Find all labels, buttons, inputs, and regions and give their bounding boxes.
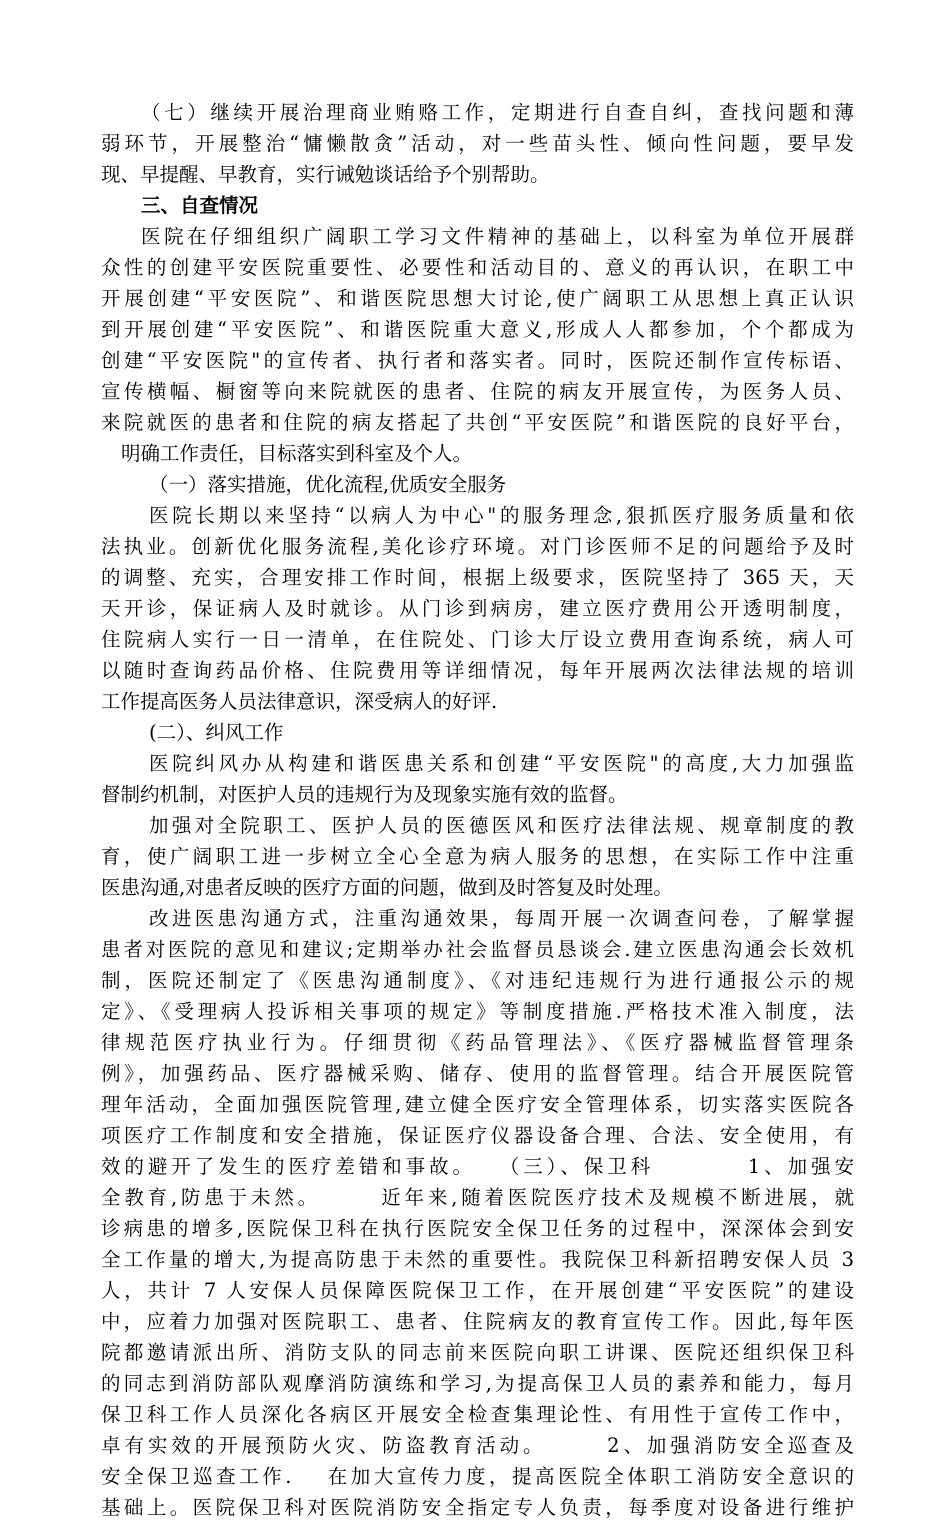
- paragraph-line: 加强对全院职工、医护人员的医德医风和医疗法律法规、规章制度的教: [149, 814, 854, 837]
- subsection-heading: (二）、纠风工作: [149, 721, 284, 744]
- paragraph-line: 人，共计 7 人安保人员保障医院保卫工作，在开展创建“平安医院”的建设: [101, 1279, 854, 1302]
- paragraph-line: 来院就医的患者和住院的病友搭起了共创“平安医院”和谐医院的良好平台，: [101, 411, 854, 434]
- section-heading: 三、自查情况: [141, 194, 259, 217]
- subsection-heading: （一）落实措施，优化流程,优质安全服务: [149, 473, 507, 496]
- paragraph-line: 住院病人实行一日一清单，在住院处、门诊大厅设立费用查询系统，病人可: [101, 628, 854, 651]
- paragraph-line: 督制约机制，对医护人员的违规行为及现象实施有效的监督。: [101, 783, 628, 806]
- paragraph-line: 医院纠风办从构建和谐医患关系和创建“平安医院"的高度,大力加强监: [149, 752, 854, 775]
- paragraph-line: 卓有实效的开展预防火灾、防盗教育活动。 2、加强消防安全巡查及: [101, 1434, 854, 1457]
- paragraph-line: 育，使广阔职工进一步树立全心全意为病人服务的思想，在实际工作中注重: [101, 845, 854, 868]
- paragraph-line: 法执业。创新优化服务流程,美化诊疗环境。对门诊医师不足的问题给予及时: [101, 535, 854, 558]
- paragraph-line: 基础上。医院保卫科对医院消防安全指定专人负责，每季度对设备进行维护: [101, 1496, 854, 1519]
- paragraph-line: 医院长期以来坚持“以病人为中心"的服务理念,狠抓医疗服务质量和依: [149, 504, 854, 527]
- paragraph-line: 医患沟通,对患者反映的医疗方面的问题，做到及时答复及时处理。: [101, 876, 673, 899]
- paragraph-line: 全工作量的增大,为提高防患于未然的重要性。我院保卫科新招聘安保人员 3: [101, 1248, 854, 1271]
- paragraph-line: 院都邀请派出所、消防支队的同志前来医院向职工讲课、医院还组织保卫科: [101, 1341, 854, 1364]
- paragraph-line: 项医疗工作制度和安全措施，保证医疗仪器设备合理、合法、安全使用，有: [101, 1124, 854, 1147]
- paragraph-line: 的同志到消防部队观摩消防演练和学习,为提高保卫人员的素养和能力，每月: [101, 1372, 854, 1395]
- paragraph-line: 效的避开了发生的医疗差错和事故。 （三）、保卫科 1、加强安: [101, 1155, 854, 1178]
- paragraph-line: 保卫科工作人员深化各病区开展安全检查集理论性、有用性于宣传工作中，: [101, 1403, 854, 1426]
- paragraph-line: 患者对医院的意见和建议;定期举办社会监督员恳谈会.建立医患沟通会长效机: [101, 938, 854, 961]
- document-body: [101, 97, 854, 1523]
- paragraph-line: 医院在仔细组织广阔职工学习文件精神的基础上，以科室为单位开展群: [141, 225, 854, 248]
- paragraph-line: 制，医院还制定了《医患沟通制度》、《对违纪违规行为进行通报公示的规: [101, 969, 854, 992]
- paragraph-line: 律规范医疗执业行为。仔细贯彻《药品管理法》、《医疗器械监督管理条: [101, 1031, 854, 1054]
- paragraph-line: （七）继续开展治理商业贿赂工作，定期进行自查自纠，查找问题和薄: [141, 101, 854, 124]
- paragraph-line: 理年活动，全面加强医院管理,建立健全医疗安全管理体系，切实落实医院各: [101, 1093, 854, 1116]
- paragraph-line: 明确工作责任，目标落实到科室及个人。: [121, 442, 473, 465]
- paragraph-line: 宣传横幅、橱窗等向来院就医的患者、住院的病友开展宣传，为医务人员、: [101, 380, 854, 403]
- paragraph-line: 定》、《受理病人投诉相关事项的规定》等制度措施.严格技术准入制度，法: [101, 1000, 854, 1023]
- paragraph-line: 众性的创建平安医院重要性、必要性和活动目的、意义的再认识，在职工中: [101, 256, 854, 279]
- paragraph-line: 到开展创建“平安医院”、和谐医院重大意义,形成人人都参加，个个都成为: [101, 318, 854, 341]
- paragraph-line: 全教育,防患于未然。 近年来,随着医院医疗技术及规模不断进展，就: [101, 1186, 854, 1209]
- paragraph-line: 工作提高医务人员法律意识，深受病人的好评.: [101, 690, 498, 713]
- paragraph-line: 创建“平安医院"的宣传者、执行者和落实者。同时，医院还制作宣传标语、: [101, 349, 854, 372]
- paragraph-line: 以随时查询药品价格、住院费用等详细情况，每年开展两次法律法规的培训: [101, 659, 854, 682]
- paragraph-line: 弱环节，开展整治“慵懒散贪”活动，对一些苗头性、倾向性问题，要早发: [101, 132, 854, 155]
- paragraph-line: 天开诊，保证病人及时就诊。从门诊到病房，建立医疗费用公开透明制度，: [101, 597, 854, 620]
- paragraph-line: 的调整、充实，合理安排工作时间，根据上级要求，医院坚持了 365 天，天: [101, 566, 854, 589]
- paragraph-line: 中，应着力加强对医院职工、患者、住院病友的教育宣传工作。因此,每年医: [101, 1310, 854, 1333]
- paragraph-line: 现、早提醒、早教育，实行诫勉谈话给予个别帮助。: [101, 163, 550, 186]
- paragraph-line: 开展创建“平安医院”、和谐医院思想大讨论,使广阔职工从思想上真正认识: [101, 287, 854, 310]
- paragraph-line: 例》，加强药品、医疗器械采购、储存、使用的监督管理。结合开展医院管: [101, 1062, 854, 1085]
- paragraph-line: 诊病患的增多,医院保卫科在执行医院安全保卫任务的过程中，深深体会到安: [101, 1217, 854, 1240]
- paragraph-line: 安全保卫巡查工作. 在加大宣传力度，提高医院全体职工消防安全意识的: [101, 1465, 854, 1488]
- paragraph-line: 改进医患沟通方式，注重沟通效果，每周开展一次调查问卷，了解掌握: [149, 907, 854, 930]
